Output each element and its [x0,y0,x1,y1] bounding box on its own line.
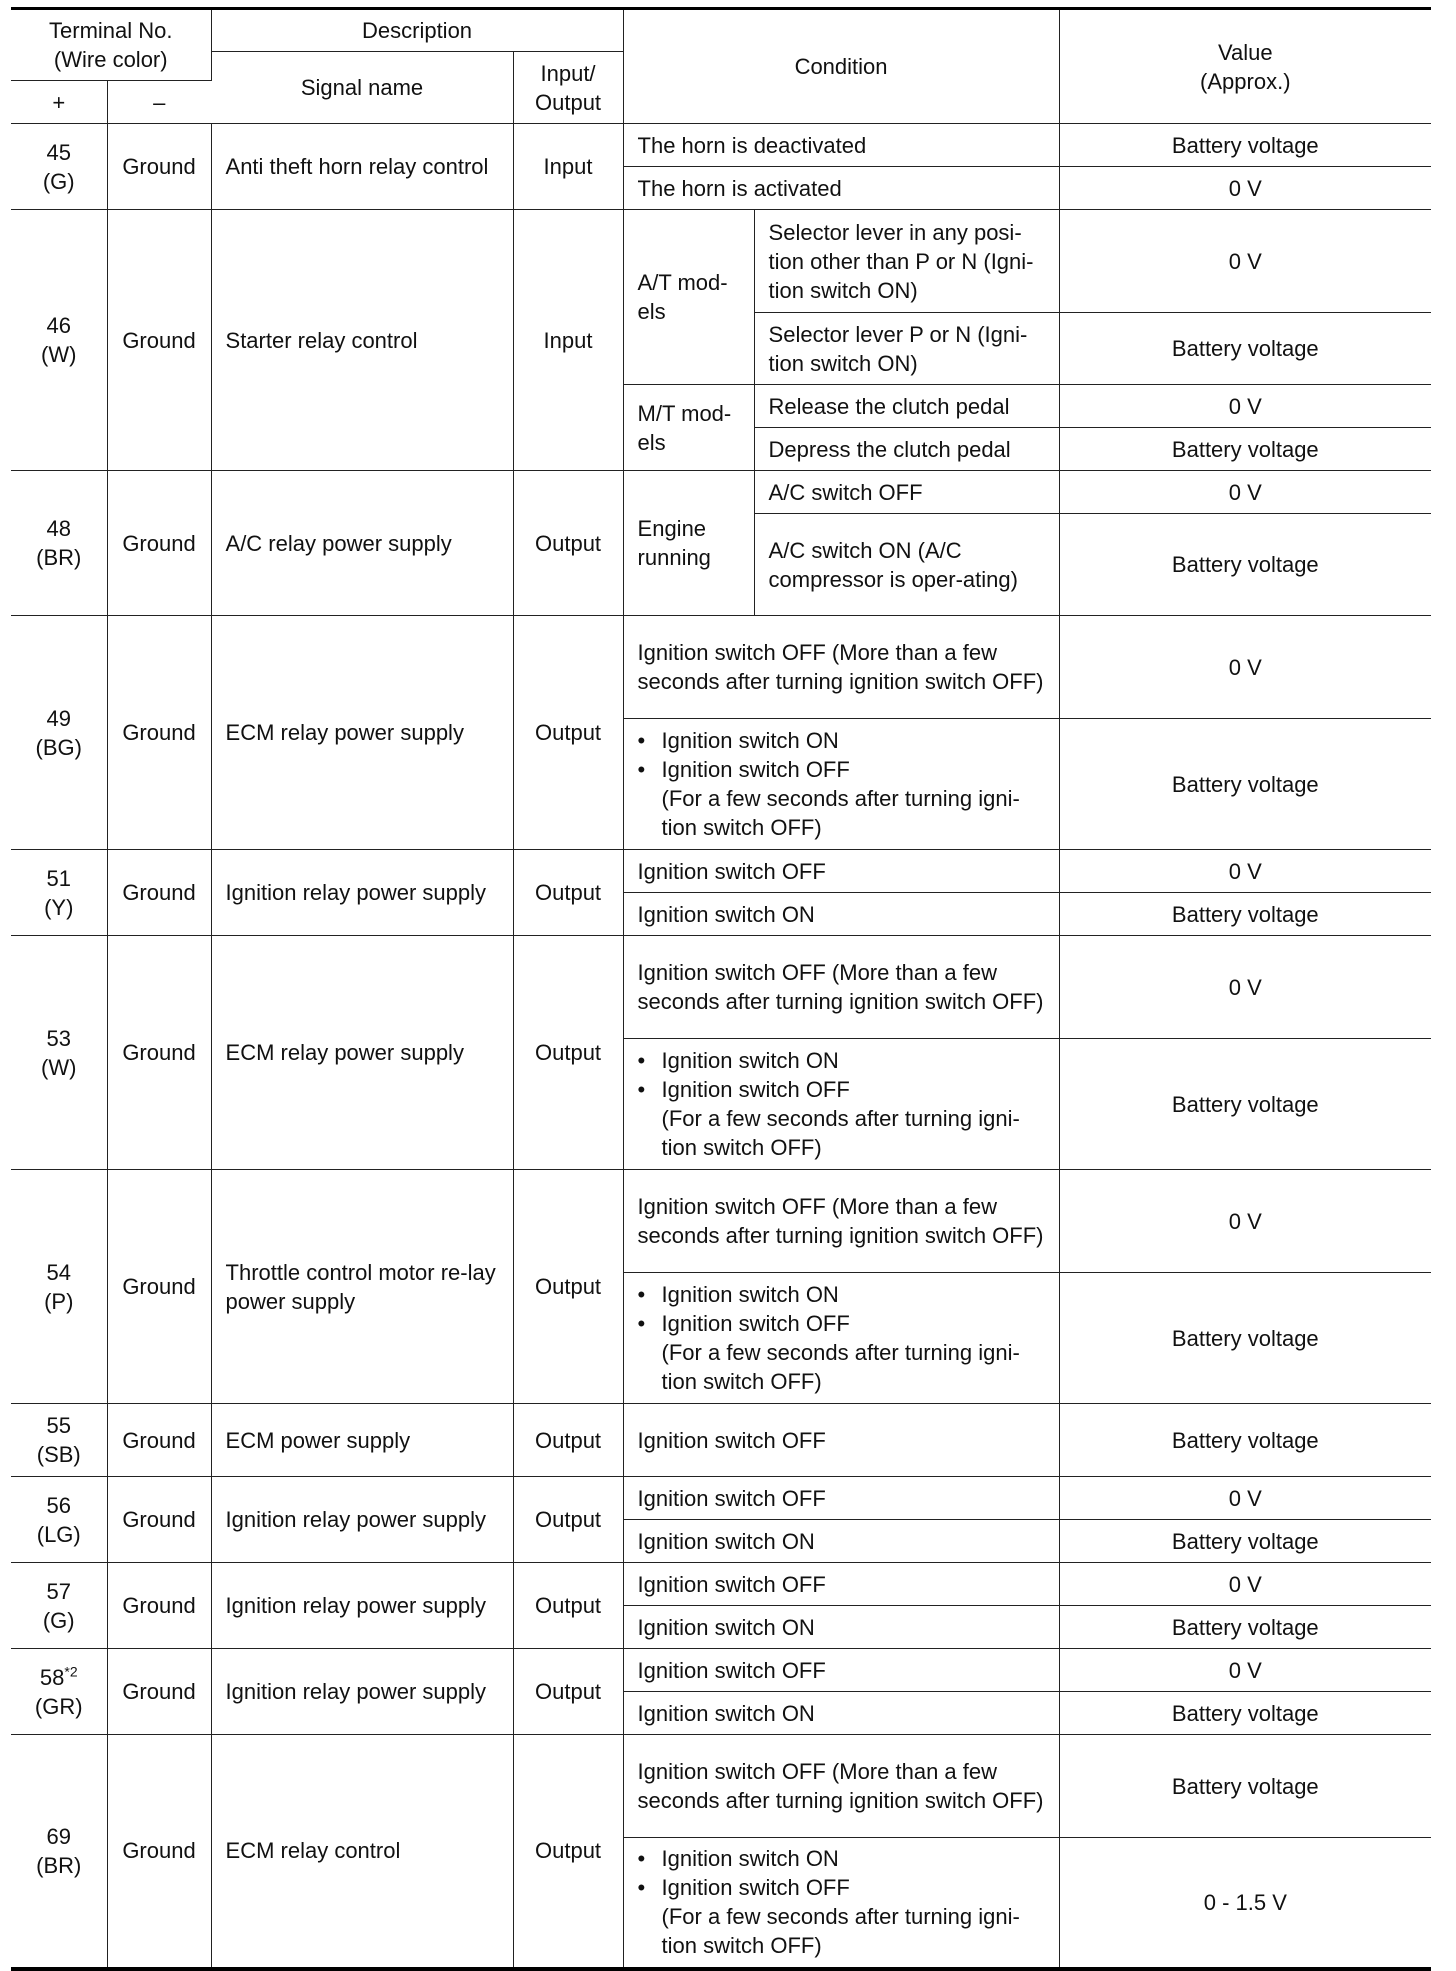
input-output: Output [513,616,623,850]
value-cell: Battery voltage [1059,1735,1431,1838]
value-cell: Battery voltage [1059,1039,1431,1170]
condition-cell: Ignition switch OFF (More than a few seconds after turning ignition switch OFF) [623,1735,1059,1838]
ground-cell: Ground [107,1735,211,1969]
header-terminal [11,9,211,81]
condition-cell: Release the clutch pedal [754,385,1059,428]
wire-color: (BR) [36,1852,82,1878]
value-cell: Battery voltage [1059,1273,1431,1404]
input-output: Output [513,471,623,616]
value-cell: Battery voltage [1059,1404,1431,1477]
value-cell: 0 V [1059,385,1431,428]
ground-cell: Ground [107,936,211,1170]
signal-name: ECM power supply [211,1404,513,1477]
header-condition: Condition [623,9,1059,124]
terminal-cell [11,210,107,471]
bullet-note: (For a few seconds after turning igni-tion switch OFF) [661,1904,1020,1959]
terminal-cell [11,1735,107,1969]
condition-cell: The horn is activated [623,167,1059,210]
bullet-note: (For a few seconds after turning igni-tion switch OFF) [661,1340,1020,1394]
input-output: Output [513,1170,623,1404]
signal-name: A/C relay power supply [211,471,513,616]
value-cell: 0 V [1059,1477,1431,1520]
value-cell: Battery voltage [1059,313,1431,385]
ground-cell: Ground [107,210,211,471]
condition-cell: Ignition switch ON [623,1606,1059,1649]
signal-name: ECM relay power supply [211,936,513,1170]
condition-cell: Ignition switch OFF (More than a few seconds after turning ignition switch OFF) [623,1170,1059,1273]
ground-cell: Ground [107,1477,211,1563]
ground-cell: Ground [107,1404,211,1477]
condition-group: A/T mod-els [623,210,754,385]
condition-group: M/T mod-els [623,385,754,471]
ground-cell: Ground [107,471,211,616]
signal-name: ECM relay control [211,1735,513,1969]
value-cell: 0 V [1059,1170,1431,1273]
bullet-item: • Ignition switch OFF [662,755,1045,784]
value-cell: Battery voltage [1059,893,1431,936]
condition-cell: Ignition switch ON [623,1520,1059,1563]
value-cell: 0 V [1059,936,1431,1039]
value-cell: 0 V [1059,1649,1431,1692]
terminal-number: 56 [46,1492,71,1518]
input-output: Output [513,850,623,936]
terminal-number: 48 [46,516,71,541]
condition-cell: Ignition switch ON [623,1692,1059,1735]
header-value-approx: (Approx.) [1200,68,1291,94]
signal-name: Anti theft horn relay control [211,124,513,210]
value-cell: 0 V [1059,471,1431,514]
value-cell: Battery voltage [1059,514,1431,616]
value-cell: 0 V [1059,1563,1431,1606]
header-signal-name: Signal name [211,52,513,124]
terminal-number: 58 [39,1664,65,1690]
condition-cell: Selector lever in any posi-tion other than P or N (Igni-tion switch ON) [754,210,1059,313]
value-cell: Battery voltage [1059,1606,1431,1649]
terminal-cell [11,850,107,936]
condition-group: Engine running [623,471,754,616]
condition-cell: A/C switch ON (A/C compressor is oper-ating) [754,514,1059,616]
value-cell: 0 V [1059,616,1431,719]
terminal-table [11,7,1431,1971]
bullet-item: • Ignition switch OFF [662,1309,1045,1338]
condition-cell: Depress the clutch pedal [754,428,1059,471]
terminal-number: 53 [46,1025,71,1051]
value-cell: 0 V [1059,167,1431,210]
ground-cell: Ground [107,850,211,936]
condition-cell: The horn is deactivated [623,124,1059,167]
input-output: Output [513,1735,623,1969]
signal-name: Ignition relay power supply [211,1477,513,1563]
condition-cell: Ignition switch OFF [623,1649,1059,1692]
condition-cell: Ignition switch OFF [623,1404,1059,1477]
wire-color: (W) [41,1054,77,1080]
input-output: Input [513,210,623,471]
terminal-number: 45 [46,139,71,165]
terminal-number: 51 [46,865,71,891]
value-cell: Battery voltage [1059,124,1431,167]
terminal-number: 55 [46,1413,71,1438]
header-minus: – [107,81,211,124]
ground-cell: Ground [107,616,211,850]
bullet-item: • Ignition switch OFF [662,1873,1045,1902]
terminal-cell [11,1477,107,1563]
terminal-number: 54 [46,1259,71,1285]
ground-cell: Ground [107,1563,211,1649]
condition-bullets [623,1273,1059,1404]
terminal-number: 69 [46,1823,71,1849]
wire-color: (SB) [36,1442,81,1467]
condition-cell: Ignition switch OFF (More than a few seconds after turning ignition switch OFF) [623,936,1059,1039]
ground-cell: Ground [107,124,211,210]
value-cell: 0 - 1.5 V [1059,1838,1431,1969]
wire-color: (LG) [36,1521,81,1547]
condition-cell: A/C switch OFF [754,471,1059,514]
input-output: Output [513,936,623,1170]
ground-cell: Ground [107,1649,211,1735]
wire-color: (P) [44,1288,74,1314]
condition-bullets [623,1838,1059,1969]
condition-cell: Ignition switch OFF [623,850,1059,893]
value-cell: Battery voltage [1059,719,1431,850]
wire-color: (Y) [44,894,74,920]
wire-color: (BG) [35,734,82,760]
condition-cell: Ignition switch OFF [623,1563,1059,1606]
header-value-label: Value [1217,39,1273,65]
terminal-number: 49 [46,705,71,731]
header-wire-color: (Wire color) [53,47,168,72]
input-output: Output [513,1563,623,1649]
value-cell: 0 V [1059,850,1431,893]
header-input-output: Input/ Output [513,52,623,124]
ground-cell: Ground [107,1170,211,1404]
condition-bullets [623,719,1059,850]
terminal-footnote: *2 [64,1663,78,1680]
bullet-note: (For a few seconds after turning igni-tion switch OFF) [661,786,1020,840]
bullet-note: (For a few seconds after turning igni-tion switch OFF) [661,1106,1020,1160]
signal-name: Throttle control motor re-lay power supply [211,1170,513,1404]
terminal-number: 57 [46,1578,71,1604]
input-output: Output [513,1404,623,1477]
terminal-number: 46 [46,313,71,338]
signal-name: ECM relay power supply [211,616,513,850]
input-output: Output [513,1649,623,1735]
wire-color: (G) [42,1607,75,1633]
terminal-cell [11,1649,107,1735]
condition-cell: Ignition switch OFF (More than a few seconds after turning ignition switch OFF) [623,616,1059,719]
wire-color: (BR) [36,545,82,570]
bullet-item: • Ignition switch ON [662,1844,1045,1873]
signal-name: Ignition relay power supply [211,850,513,936]
terminal-cell [11,471,107,616]
wire-color: (G) [42,168,75,194]
wire-color: (GR) [34,1693,83,1719]
header-plus: + [11,81,107,124]
input-output: Input [513,124,623,210]
signal-name: Starter relay control [211,210,513,471]
terminal-cell [11,1170,107,1404]
value-cell: Battery voltage [1059,428,1431,471]
signal-name: Ignition relay power supply [211,1649,513,1735]
terminal-cell [11,1404,107,1477]
condition-cell: Selector lever P or N (Igni-tion switch ON) [754,313,1059,385]
terminal-cell [11,1563,107,1649]
bullet-item: • Ignition switch ON [662,1280,1045,1309]
signal-name: Ignition relay power supply [211,1563,513,1649]
condition-cell: Ignition switch ON [623,893,1059,936]
bullet-item: • Ignition switch OFF [662,1075,1045,1104]
header-terminal-no: Terminal No. [49,18,173,43]
header-value [1059,9,1431,124]
terminal-cell [11,936,107,1170]
input-output: Output [513,1477,623,1563]
value-cell: Battery voltage [1059,1692,1431,1735]
condition-bullets [623,1039,1059,1170]
value-cell: Battery voltage [1059,1520,1431,1563]
wire-color: (W) [41,342,77,367]
bullet-item: • Ignition switch ON [662,1046,1045,1075]
header-description: Description [211,9,623,52]
value-cell: 0 V [1059,210,1431,313]
bullet-item: • Ignition switch ON [662,726,1045,755]
terminal-cell [11,616,107,850]
condition-cell: Ignition switch OFF [623,1477,1059,1520]
terminal-cell [11,124,107,210]
